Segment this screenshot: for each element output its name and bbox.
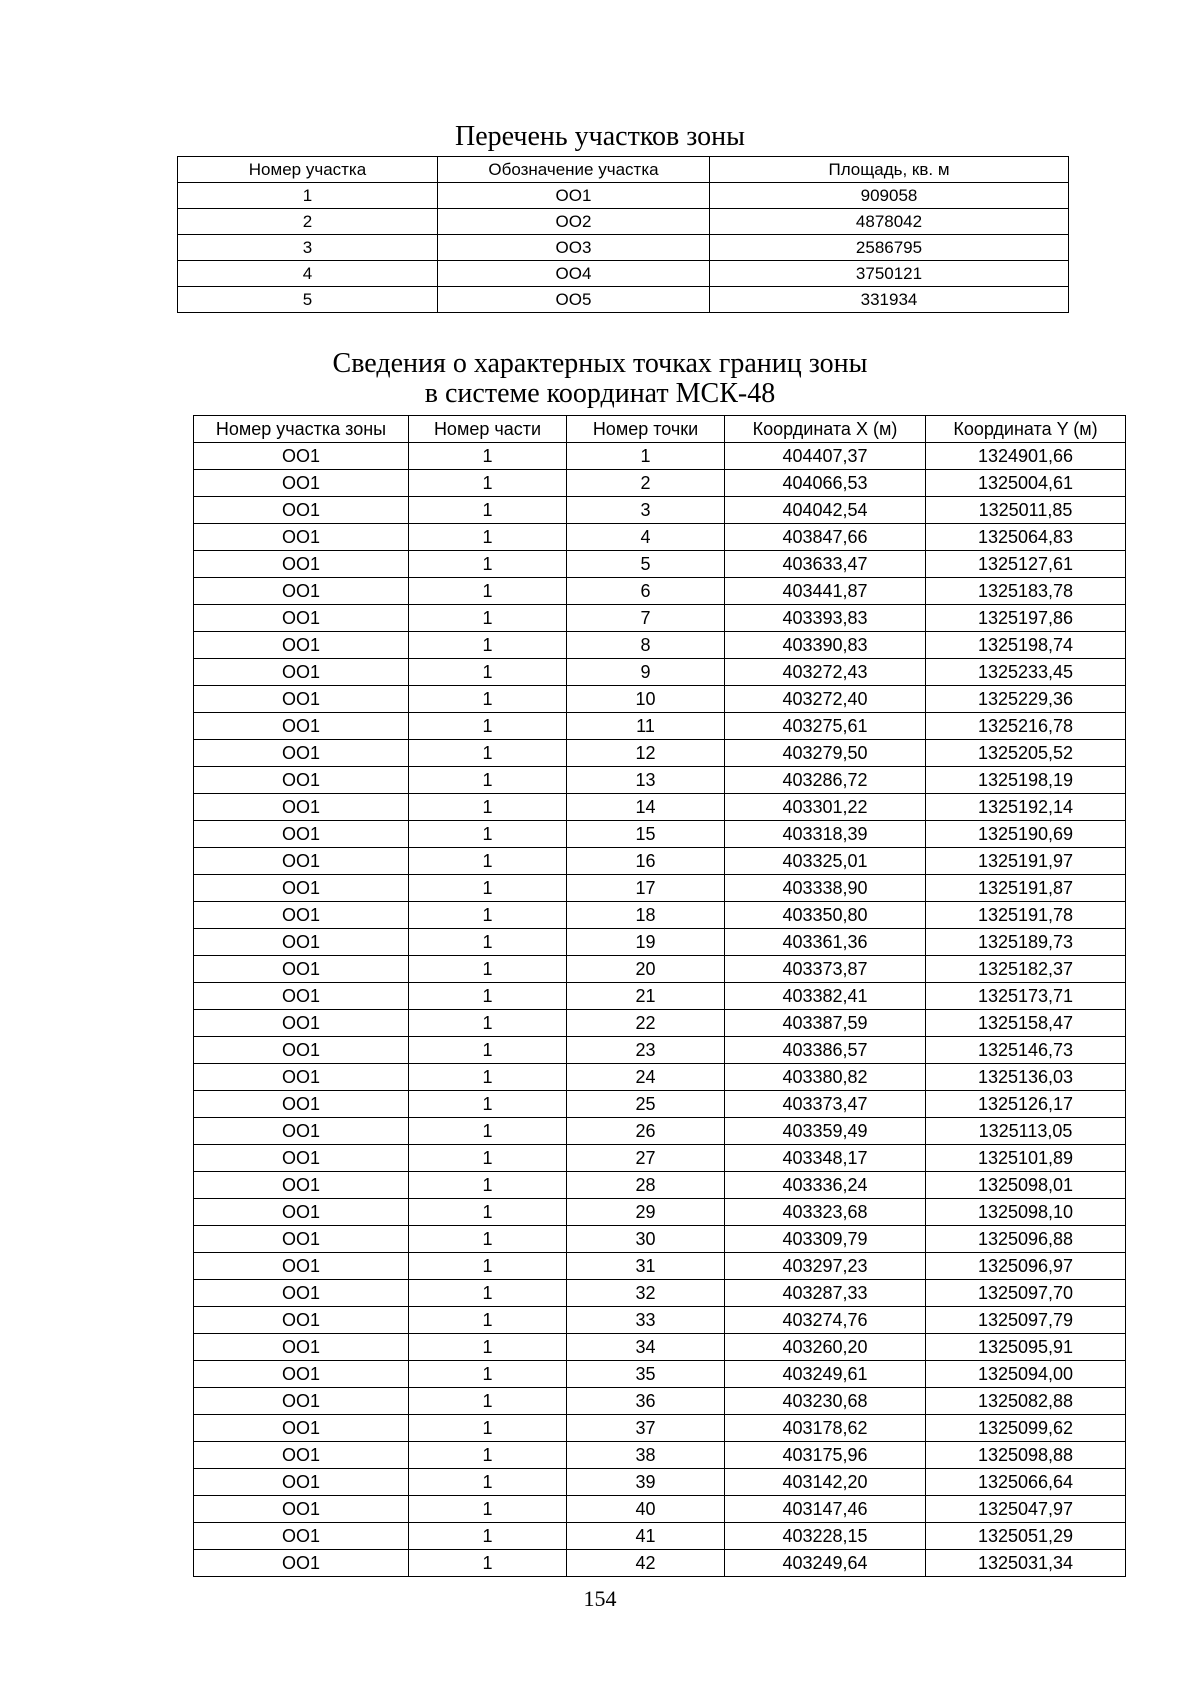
coordinate-x-cell: 403318,39 bbox=[725, 821, 926, 848]
coordinate-y-cell: 1324901,66 bbox=[926, 443, 1126, 470]
point-number-cell: 28 bbox=[567, 1172, 725, 1199]
coordinate-y-cell: 1325183,78 bbox=[926, 578, 1126, 605]
coordinate-x-cell: 403373,47 bbox=[725, 1091, 926, 1118]
coordinate-y-cell: 1325082,88 bbox=[926, 1388, 1126, 1415]
coordinate-y-cell: 1325191,78 bbox=[926, 902, 1126, 929]
table-row bbox=[194, 767, 1126, 794]
zone-plot-cell: ОО1 bbox=[194, 848, 409, 875]
part-number-cell: 1 bbox=[409, 1334, 567, 1361]
point-number-cell: 39 bbox=[567, 1469, 725, 1496]
zone-plot-cell: ОО1 bbox=[194, 1523, 409, 1550]
coordinate-x-cell: 403175,96 bbox=[725, 1442, 926, 1469]
zone-plot-cell: ОО1 bbox=[194, 659, 409, 686]
point-number-cell: 7 bbox=[567, 605, 725, 632]
point-number-cell: 41 bbox=[567, 1523, 725, 1550]
part-number-cell: 1 bbox=[409, 1199, 567, 1226]
zone-plot-cell: ОО1 bbox=[194, 956, 409, 983]
coordinate-x-cell: 403286,72 bbox=[725, 767, 926, 794]
coordinate-x-cell: 403633,47 bbox=[725, 551, 926, 578]
coordinate-x-cell: 403441,87 bbox=[725, 578, 926, 605]
areas-table-title: Перечень участков зоны bbox=[455, 121, 745, 152]
part-number-cell: 1 bbox=[409, 1091, 567, 1118]
coordinate-y-cell: 1325229,36 bbox=[926, 686, 1126, 713]
part-number-cell: 1 bbox=[409, 443, 567, 470]
part-number-cell: 1 bbox=[409, 578, 567, 605]
header-plot-number: Номер участка bbox=[178, 157, 438, 183]
part-number-cell: 1 bbox=[409, 1145, 567, 1172]
coordinate-x-cell: 403323,68 bbox=[725, 1199, 926, 1226]
coordinate-x-cell: 403230,68 bbox=[725, 1388, 926, 1415]
part-number-cell: 1 bbox=[409, 1118, 567, 1145]
table-row bbox=[194, 848, 1126, 875]
table-row bbox=[194, 632, 1126, 659]
table-row bbox=[194, 605, 1126, 632]
coordinate-x-cell: 403275,61 bbox=[725, 713, 926, 740]
table-row bbox=[178, 183, 1069, 209]
table-row bbox=[194, 497, 1126, 524]
plot-number-cell: 3 bbox=[178, 235, 438, 261]
coordinate-x-cell: 403297,23 bbox=[725, 1253, 926, 1280]
table-row bbox=[194, 875, 1126, 902]
part-number-cell: 1 bbox=[409, 983, 567, 1010]
zone-plot-cell: ОО1 bbox=[194, 767, 409, 794]
coordinate-x-cell: 403350,80 bbox=[725, 902, 926, 929]
table-row bbox=[194, 1010, 1126, 1037]
table-row bbox=[194, 1091, 1126, 1118]
table-row bbox=[194, 713, 1126, 740]
part-number-cell: 1 bbox=[409, 1064, 567, 1091]
area-cell: 4878042 bbox=[710, 209, 1069, 235]
coordinate-x-cell: 403387,59 bbox=[725, 1010, 926, 1037]
point-number-cell: 6 bbox=[567, 578, 725, 605]
zone-plot-cell: ОО1 bbox=[194, 1442, 409, 1469]
area-cell: 3750121 bbox=[710, 261, 1069, 287]
zone-plot-cell: ОО1 bbox=[194, 1226, 409, 1253]
point-number-cell: 38 bbox=[567, 1442, 725, 1469]
coordinate-x-cell: 403393,83 bbox=[725, 605, 926, 632]
point-number-cell: 22 bbox=[567, 1010, 725, 1037]
zone-plot-cell: ОО1 bbox=[194, 713, 409, 740]
coordinate-y-cell: 1325031,34 bbox=[926, 1550, 1126, 1577]
coordinate-x-cell: 403847,66 bbox=[725, 524, 926, 551]
part-number-cell: 1 bbox=[409, 767, 567, 794]
table-row bbox=[194, 470, 1126, 497]
point-number-cell: 33 bbox=[567, 1307, 725, 1334]
point-number-cell: 5 bbox=[567, 551, 725, 578]
point-number-cell: 24 bbox=[567, 1064, 725, 1091]
coordinate-x-cell: 403178,62 bbox=[725, 1415, 926, 1442]
zone-plot-cell: ОО1 bbox=[194, 524, 409, 551]
coordinate-y-cell: 1325066,64 bbox=[926, 1469, 1126, 1496]
area-cell: 331934 bbox=[710, 287, 1069, 313]
table-row bbox=[194, 1361, 1126, 1388]
table-row bbox=[194, 794, 1126, 821]
zone-plot-cell: ОО1 bbox=[194, 443, 409, 470]
zone-plot-cell: ОО1 bbox=[194, 1010, 409, 1037]
point-number-cell: 32 bbox=[567, 1280, 725, 1307]
table-row bbox=[194, 1172, 1126, 1199]
point-number-cell: 25 bbox=[567, 1091, 725, 1118]
coordinate-x-cell: 403147,46 bbox=[725, 1496, 926, 1523]
coordinate-x-cell: 404066,53 bbox=[725, 470, 926, 497]
table-row bbox=[194, 1280, 1126, 1307]
point-number-cell: 31 bbox=[567, 1253, 725, 1280]
points-table-title bbox=[0, 349, 1200, 409]
table-row bbox=[194, 929, 1126, 956]
coordinate-x-cell: 403142,20 bbox=[725, 1469, 926, 1496]
zone-plot-cell: ОО1 bbox=[194, 1415, 409, 1442]
points-table bbox=[193, 415, 1126, 1577]
zone-plot-cell: ОО1 bbox=[194, 821, 409, 848]
coordinate-y-cell: 1325158,47 bbox=[926, 1010, 1126, 1037]
part-number-cell: 1 bbox=[409, 1361, 567, 1388]
table-row bbox=[194, 578, 1126, 605]
coordinate-x-cell: 403348,17 bbox=[725, 1145, 926, 1172]
part-number-cell: 1 bbox=[409, 956, 567, 983]
table-row bbox=[194, 983, 1126, 1010]
coordinate-y-cell: 1325146,73 bbox=[926, 1037, 1126, 1064]
coordinate-y-cell: 1325205,52 bbox=[926, 740, 1126, 767]
table-row bbox=[194, 524, 1126, 551]
coordinate-y-cell: 1325094,00 bbox=[926, 1361, 1126, 1388]
coordinate-y-cell: 1325113,05 bbox=[926, 1118, 1126, 1145]
table-row bbox=[178, 287, 1069, 313]
coordinate-x-cell: 403382,41 bbox=[725, 983, 926, 1010]
coordinate-x-cell: 403338,90 bbox=[725, 875, 926, 902]
coordinate-x-cell: 403274,76 bbox=[725, 1307, 926, 1334]
coordinate-y-cell: 1325216,78 bbox=[926, 713, 1126, 740]
table-row bbox=[194, 1550, 1126, 1577]
header-coordinate-x: Координата X (м) bbox=[725, 416, 926, 443]
zone-plot-cell: ОО1 bbox=[194, 578, 409, 605]
point-number-cell: 36 bbox=[567, 1388, 725, 1415]
coordinate-y-cell: 1325096,88 bbox=[926, 1226, 1126, 1253]
table-row bbox=[194, 1253, 1126, 1280]
coordinate-y-cell: 1325190,69 bbox=[926, 821, 1126, 848]
table-row bbox=[194, 1307, 1126, 1334]
part-number-cell: 1 bbox=[409, 551, 567, 578]
coordinate-y-cell: 1325099,62 bbox=[926, 1415, 1126, 1442]
coordinate-x-cell: 403390,83 bbox=[725, 632, 926, 659]
coordinate-y-cell: 1325197,86 bbox=[926, 605, 1126, 632]
zone-plot-cell: ОО1 bbox=[194, 470, 409, 497]
plot-number-cell: 4 bbox=[178, 261, 438, 287]
header-part-number: Номер части bbox=[409, 416, 567, 443]
plot-designation-cell: ОО3 bbox=[438, 235, 710, 261]
coordinate-y-cell: 1325191,97 bbox=[926, 848, 1126, 875]
coordinate-y-cell: 1325098,88 bbox=[926, 1442, 1126, 1469]
zone-plot-cell: ОО1 bbox=[194, 983, 409, 1010]
table-row bbox=[194, 740, 1126, 767]
part-number-cell: 1 bbox=[409, 848, 567, 875]
plot-number-cell: 2 bbox=[178, 209, 438, 235]
table-row bbox=[194, 1388, 1126, 1415]
table-row bbox=[194, 1496, 1126, 1523]
point-number-cell: 42 bbox=[567, 1550, 725, 1577]
zone-plot-cell: ОО1 bbox=[194, 1064, 409, 1091]
coordinate-y-cell: 1325136,03 bbox=[926, 1064, 1126, 1091]
zone-plot-cell: ОО1 bbox=[194, 875, 409, 902]
table-row bbox=[194, 1145, 1126, 1172]
plot-designation-cell: ОО2 bbox=[438, 209, 710, 235]
zone-plot-cell: ОО1 bbox=[194, 1172, 409, 1199]
zone-plot-cell: ОО1 bbox=[194, 1361, 409, 1388]
zone-plot-cell: ОО1 bbox=[194, 632, 409, 659]
zone-plot-cell: ОО1 bbox=[194, 1199, 409, 1226]
table-row bbox=[178, 235, 1069, 261]
part-number-cell: 1 bbox=[409, 1442, 567, 1469]
zone-plot-cell: ОО1 bbox=[194, 929, 409, 956]
coordinate-y-cell: 1325191,87 bbox=[926, 875, 1126, 902]
coordinate-x-cell: 403325,01 bbox=[725, 848, 926, 875]
part-number-cell: 1 bbox=[409, 875, 567, 902]
coordinate-x-cell: 404042,54 bbox=[725, 497, 926, 524]
table-row bbox=[194, 1523, 1126, 1550]
point-number-cell: 13 bbox=[567, 767, 725, 794]
coordinate-x-cell: 403249,61 bbox=[725, 1361, 926, 1388]
point-number-cell: 11 bbox=[567, 713, 725, 740]
part-number-cell: 1 bbox=[409, 1550, 567, 1577]
coordinate-y-cell: 1325097,79 bbox=[926, 1307, 1126, 1334]
coordinate-x-cell: 403373,87 bbox=[725, 956, 926, 983]
table-row bbox=[194, 1118, 1126, 1145]
coordinate-y-cell: 1325096,97 bbox=[926, 1253, 1126, 1280]
table-row bbox=[194, 1469, 1126, 1496]
part-number-cell: 1 bbox=[409, 902, 567, 929]
coordinate-x-cell: 403301,22 bbox=[725, 794, 926, 821]
part-number-cell: 1 bbox=[409, 1172, 567, 1199]
table-row bbox=[194, 821, 1126, 848]
point-number-cell: 16 bbox=[567, 848, 725, 875]
part-number-cell: 1 bbox=[409, 929, 567, 956]
coordinate-y-cell: 1325098,01 bbox=[926, 1172, 1126, 1199]
header-plot-designation: Обозначение участка bbox=[438, 157, 710, 183]
zone-plot-cell: ОО1 bbox=[194, 1550, 409, 1577]
part-number-cell: 1 bbox=[409, 794, 567, 821]
coordinate-y-cell: 1325126,17 bbox=[926, 1091, 1126, 1118]
point-number-cell: 21 bbox=[567, 983, 725, 1010]
header-zone-plot-number: Номер участка зоны bbox=[194, 416, 409, 443]
zone-plot-cell: ОО1 bbox=[194, 1253, 409, 1280]
coordinate-x-cell: 403272,43 bbox=[725, 659, 926, 686]
coordinate-y-cell: 1325051,29 bbox=[926, 1523, 1126, 1550]
point-number-cell: 14 bbox=[567, 794, 725, 821]
zone-plot-cell: ОО1 bbox=[194, 1469, 409, 1496]
coordinate-y-cell: 1325097,70 bbox=[926, 1280, 1126, 1307]
coordinate-y-cell: 1325011,85 bbox=[926, 497, 1126, 524]
part-number-cell: 1 bbox=[409, 713, 567, 740]
part-number-cell: 1 bbox=[409, 1037, 567, 1064]
point-number-cell: 12 bbox=[567, 740, 725, 767]
zone-plot-cell: ОО1 bbox=[194, 1091, 409, 1118]
coordinate-x-cell: 403336,24 bbox=[725, 1172, 926, 1199]
plot-designation-cell: ОО5 bbox=[438, 287, 710, 313]
coordinate-y-cell: 1325004,61 bbox=[926, 470, 1126, 497]
coordinate-y-cell: 1325101,89 bbox=[926, 1145, 1126, 1172]
plot-designation-cell: ОО1 bbox=[438, 183, 710, 209]
coordinate-x-cell: 403386,57 bbox=[725, 1037, 926, 1064]
part-number-cell: 1 bbox=[409, 1226, 567, 1253]
point-number-cell: 26 bbox=[567, 1118, 725, 1145]
areas-header-row bbox=[178, 157, 1069, 183]
plot-number-cell: 1 bbox=[178, 183, 438, 209]
coordinate-y-cell: 1325064,83 bbox=[926, 524, 1126, 551]
area-cell: 2586795 bbox=[710, 235, 1069, 261]
table-row bbox=[178, 209, 1069, 235]
part-number-cell: 1 bbox=[409, 1388, 567, 1415]
zone-plot-cell: ОО1 bbox=[194, 740, 409, 767]
point-number-cell: 3 bbox=[567, 497, 725, 524]
table-row bbox=[178, 261, 1069, 287]
point-number-cell: 9 bbox=[567, 659, 725, 686]
coordinate-y-cell: 1325198,74 bbox=[926, 632, 1126, 659]
point-number-cell: 40 bbox=[567, 1496, 725, 1523]
coordinate-x-cell: 403361,36 bbox=[725, 929, 926, 956]
table-row bbox=[194, 1037, 1126, 1064]
point-number-cell: 18 bbox=[567, 902, 725, 929]
point-number-cell: 17 bbox=[567, 875, 725, 902]
table-row bbox=[194, 686, 1126, 713]
coordinate-x-cell: 403279,50 bbox=[725, 740, 926, 767]
table-row bbox=[194, 551, 1126, 578]
coordinate-y-cell: 1325233,45 bbox=[926, 659, 1126, 686]
part-number-cell: 1 bbox=[409, 1307, 567, 1334]
header-coordinate-y: Координата Y (м) bbox=[926, 416, 1126, 443]
point-number-cell: 19 bbox=[567, 929, 725, 956]
part-number-cell: 1 bbox=[409, 740, 567, 767]
table-row bbox=[194, 1064, 1126, 1091]
coordinate-x-cell: 404407,37 bbox=[725, 443, 926, 470]
part-number-cell: 1 bbox=[409, 632, 567, 659]
zone-plot-cell: ОО1 bbox=[194, 1334, 409, 1361]
point-number-cell: 8 bbox=[567, 632, 725, 659]
point-number-cell: 37 bbox=[567, 1415, 725, 1442]
point-number-cell: 29 bbox=[567, 1199, 725, 1226]
part-number-cell: 1 bbox=[409, 1253, 567, 1280]
table-row bbox=[194, 956, 1126, 983]
coordinate-x-cell: 403309,79 bbox=[725, 1226, 926, 1253]
table-row bbox=[194, 1226, 1126, 1253]
zone-plot-cell: ОО1 bbox=[194, 605, 409, 632]
zone-plot-cell: ОО1 bbox=[194, 1388, 409, 1415]
table-row bbox=[194, 902, 1126, 929]
zone-plot-cell: ОО1 bbox=[194, 551, 409, 578]
points-title-line-2: в системе координат МСК-48 bbox=[424, 378, 776, 409]
coordinate-y-cell: 1325127,61 bbox=[926, 551, 1126, 578]
page-number: 154 bbox=[583, 1586, 617, 1611]
table-row bbox=[194, 1199, 1126, 1226]
table-row bbox=[194, 1442, 1126, 1469]
part-number-cell: 1 bbox=[409, 1496, 567, 1523]
part-number-cell: 1 bbox=[409, 470, 567, 497]
zone-plot-cell: ОО1 bbox=[194, 686, 409, 713]
zone-plot-cell: ОО1 bbox=[194, 1037, 409, 1064]
zone-plot-cell: ОО1 bbox=[194, 1145, 409, 1172]
point-number-cell: 34 bbox=[567, 1334, 725, 1361]
point-number-cell: 23 bbox=[567, 1037, 725, 1064]
coordinate-x-cell: 403380,82 bbox=[725, 1064, 926, 1091]
coordinate-y-cell: 1325095,91 bbox=[926, 1334, 1126, 1361]
point-number-cell: 15 bbox=[567, 821, 725, 848]
coordinate-y-cell: 1325189,73 bbox=[926, 929, 1126, 956]
plot-designation-cell: ОО4 bbox=[438, 261, 710, 287]
point-number-cell: 35 bbox=[567, 1361, 725, 1388]
zone-plot-cell: ОО1 bbox=[194, 1496, 409, 1523]
part-number-cell: 1 bbox=[409, 1010, 567, 1037]
point-number-cell: 4 bbox=[567, 524, 725, 551]
table-row bbox=[194, 443, 1126, 470]
table-row bbox=[194, 1415, 1126, 1442]
coordinate-y-cell: 1325198,19 bbox=[926, 767, 1126, 794]
coordinate-y-cell: 1325182,37 bbox=[926, 956, 1126, 983]
part-number-cell: 1 bbox=[409, 1469, 567, 1496]
area-cell: 909058 bbox=[710, 183, 1069, 209]
zone-plot-cell: ОО1 bbox=[194, 902, 409, 929]
point-number-cell: 30 bbox=[567, 1226, 725, 1253]
part-number-cell: 1 bbox=[409, 524, 567, 551]
areas-table bbox=[177, 156, 1069, 313]
header-point-number: Номер точки bbox=[567, 416, 725, 443]
coordinate-y-cell: 1325173,71 bbox=[926, 983, 1126, 1010]
table-row bbox=[194, 659, 1126, 686]
part-number-cell: 1 bbox=[409, 1415, 567, 1442]
coordinate-x-cell: 403228,15 bbox=[725, 1523, 926, 1550]
coordinate-y-cell: 1325192,14 bbox=[926, 794, 1126, 821]
zone-plot-cell: ОО1 bbox=[194, 794, 409, 821]
coordinate-x-cell: 403359,49 bbox=[725, 1118, 926, 1145]
point-number-cell: 2 bbox=[567, 470, 725, 497]
zone-plot-cell: ОО1 bbox=[194, 1280, 409, 1307]
plot-number-cell: 5 bbox=[178, 287, 438, 313]
point-number-cell: 10 bbox=[567, 686, 725, 713]
coordinate-y-cell: 1325098,10 bbox=[926, 1199, 1126, 1226]
zone-plot-cell: ОО1 bbox=[194, 1118, 409, 1145]
part-number-cell: 1 bbox=[409, 686, 567, 713]
table-row bbox=[194, 1334, 1126, 1361]
coordinate-x-cell: 403272,40 bbox=[725, 686, 926, 713]
part-number-cell: 1 bbox=[409, 821, 567, 848]
part-number-cell: 1 bbox=[409, 497, 567, 524]
point-number-cell: 1 bbox=[567, 443, 725, 470]
point-number-cell: 20 bbox=[567, 956, 725, 983]
part-number-cell: 1 bbox=[409, 659, 567, 686]
points-title-line-1: Сведения о характерных точках границ зоны bbox=[332, 348, 868, 379]
coordinate-y-cell: 1325047,97 bbox=[926, 1496, 1126, 1523]
part-number-cell: 1 bbox=[409, 1523, 567, 1550]
zone-plot-cell: ОО1 bbox=[194, 497, 409, 524]
coordinate-x-cell: 403260,20 bbox=[725, 1334, 926, 1361]
header-area: Площадь, кв. м bbox=[710, 157, 1069, 183]
coordinate-x-cell: 403249,64 bbox=[725, 1550, 926, 1577]
zone-plot-cell: ОО1 bbox=[194, 1307, 409, 1334]
points-header-row bbox=[194, 416, 1126, 443]
coordinate-x-cell: 403287,33 bbox=[725, 1280, 926, 1307]
part-number-cell: 1 bbox=[409, 605, 567, 632]
part-number-cell: 1 bbox=[409, 1280, 567, 1307]
point-number-cell: 27 bbox=[567, 1145, 725, 1172]
